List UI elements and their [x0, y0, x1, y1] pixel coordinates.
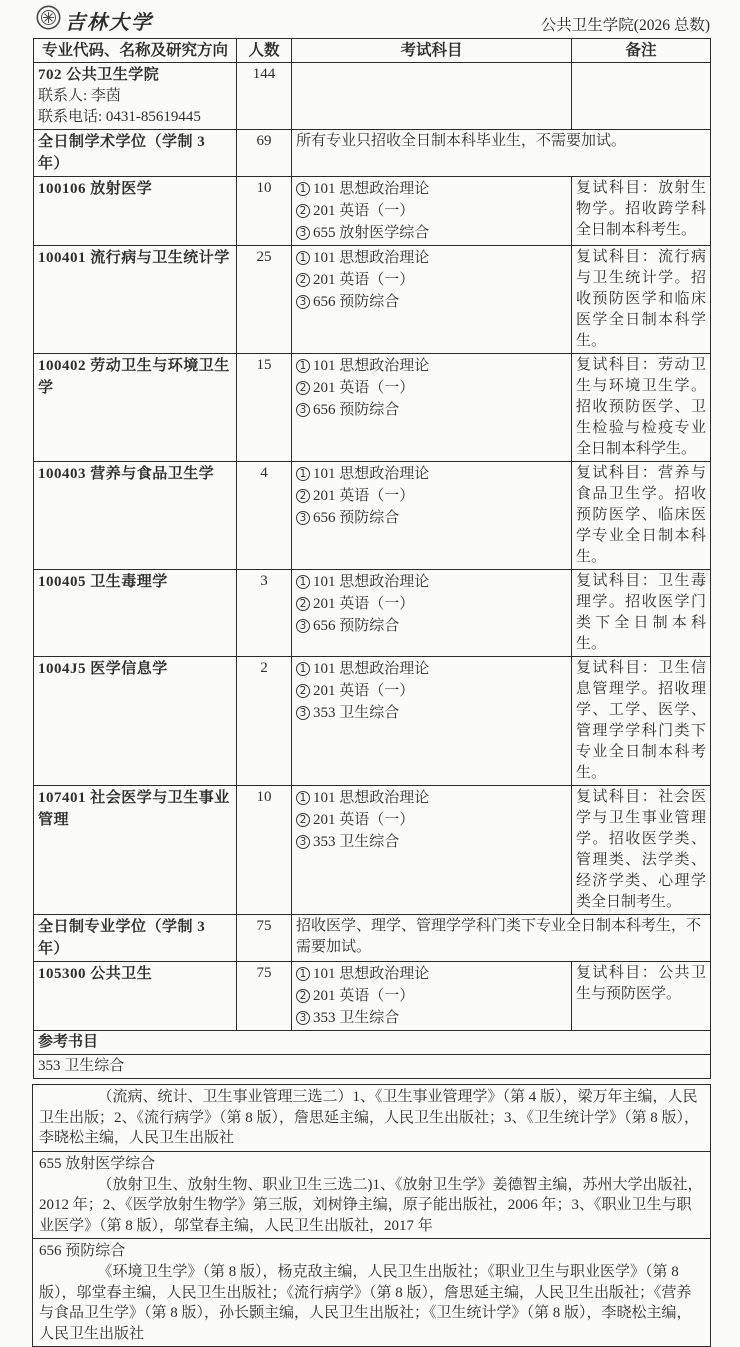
exam-subjects: [292, 786, 572, 915]
enrollment-count: 144: [237, 63, 292, 130]
major-cell: [34, 354, 237, 462]
remark: 复试科目：社会医学与卫生事业管理学。招收医学类、管理类、法学类、经济学类、心理学类全日制考生。: [572, 786, 711, 915]
major-cell: [34, 246, 237, 354]
column-header-remark: 备注: [572, 39, 711, 63]
table-row: [34, 915, 711, 962]
circled-number-icon: 2: [296, 813, 310, 827]
exam-subject: 3 656 预防综合: [296, 507, 567, 529]
enrollment-count: 25: [237, 246, 292, 354]
reference-section-655: [33, 1151, 710, 1239]
exam-subject: 1 101 思想政治理论: [296, 787, 567, 809]
remark: 复试科目：公共卫生与预防医学。: [572, 962, 711, 1031]
exam-subject: 1 101 思想政治理论: [296, 963, 567, 985]
table-row: [34, 462, 711, 570]
exam-subjects: [292, 570, 572, 657]
major-cell: [34, 570, 237, 657]
remark: 复试科目：卫生信息管理学。招收理学、工学、医学、管理学学科门类下专业全日制本科考生。: [572, 657, 711, 786]
column-header-subjects: 考试科目: [292, 39, 572, 63]
circled-number-icon: 2: [296, 684, 310, 698]
table-row: [34, 63, 711, 130]
table-row: [34, 786, 711, 915]
exam-subject: 1 101 思想政治理论: [296, 658, 567, 680]
exam-subject: 2 201 英语（一）: [296, 593, 567, 615]
table-row: [34, 1055, 711, 1079]
major-code-name: 1004J5 医学信息学: [38, 661, 168, 677]
circled-number-icon: 1: [296, 251, 310, 265]
exam-subject: 1 101 思想政治理论: [296, 571, 567, 593]
table-row: [34, 570, 711, 657]
contact-person: 联系人: 李茵: [38, 88, 121, 104]
circled-number-icon: 1: [296, 467, 310, 481]
exam-subject: 2 201 英语（一）: [296, 200, 567, 222]
exam-subjects: [292, 246, 572, 354]
circled-number-icon: 3: [296, 619, 310, 633]
reference-code-655: 655 放射医学综合: [39, 1155, 156, 1172]
table-row: [34, 246, 711, 354]
table-row: [34, 130, 711, 177]
university-name: 吉林大学: [65, 11, 153, 34]
remark: 复试科目：流行病与卫生统计学。招收预防医学和临床医学全日制本科学生。: [572, 246, 711, 354]
exam-subject: 3 656 预防综合: [296, 615, 567, 637]
exam-subjects: [292, 177, 572, 246]
major-code-name: 105300 公共卫生: [38, 966, 153, 982]
reference-books-353: （流病、统计、卫生事业管理三选二）1、《卫生事业管理学》（第 4 版），梁万年主编，人民卫生出版；2、《流行病学》（第 8 版），詹思延主编，人民卫生出版社；3、《卫生统计学》（第 8 版），李晓松主编，人民卫生出版社: [39, 1089, 700, 1146]
circled-number-icon: 3: [296, 295, 310, 309]
circled-number-icon: 3: [296, 706, 310, 720]
enrollment-count: 75: [237, 962, 292, 1031]
major-code-name: 100403 营养与食品卫生学: [38, 466, 215, 482]
column-header-count: 人数: [237, 39, 292, 63]
major-cell: [34, 462, 237, 570]
circled-number-icon: 1: [296, 791, 310, 805]
exam-subject: 1 101 思想政治理论: [296, 247, 567, 269]
exam-subject: 2 201 英语（一）: [296, 377, 567, 399]
enrollment-count: 75: [237, 915, 292, 962]
circled-number-icon: 2: [296, 597, 310, 611]
exam-subject: 1 101 思想政治理论: [296, 178, 567, 200]
degree-type-label: 全日制学术学位（学制 3 年）: [38, 134, 206, 172]
circled-number-icon: 1: [296, 662, 310, 676]
exam-subjects: [292, 657, 572, 786]
table-row: [34, 177, 711, 246]
remark: 复试科目：劳动卫生与环境卫生学。招收预防医学、卫生检验与检疫专业全日制本科学生。: [572, 354, 711, 462]
exam-subject: 2 201 英语（一）: [296, 269, 567, 291]
major-code-name: 100106 放射医学: [38, 181, 153, 197]
circled-number-icon: 3: [296, 403, 310, 417]
major-cell: [34, 962, 237, 1031]
circled-number-icon: 3: [296, 1011, 310, 1025]
circled-number-icon: 1: [296, 967, 310, 981]
table-header-row: [34, 39, 711, 63]
reference-code-353: 353 卫生综合: [34, 1055, 711, 1079]
exam-subject: 1 101 思想政治理论: [296, 463, 567, 485]
enrollment-count: 3: [237, 570, 292, 657]
college-code-name: 702 公共卫生学院: [38, 67, 160, 83]
major-cell: [34, 177, 237, 246]
remark: 复试科目：放射生物学。招收跨学科全日制本科考生。: [572, 177, 711, 246]
major-cell: [34, 657, 237, 786]
major-code-name: 100402 劳动卫生与环境卫生学: [38, 358, 230, 396]
table-row: [34, 354, 711, 462]
exam-subject: 3 656 预防综合: [296, 399, 567, 421]
circled-number-icon: 2: [296, 204, 310, 218]
references-title: 参考书目: [34, 1031, 711, 1055]
reference-section-353: [33, 1085, 710, 1151]
enrollment-count: 69: [237, 130, 292, 177]
contact-phone: 联系电话: 0431-85619445: [38, 109, 201, 125]
enrollment-count: 10: [237, 177, 292, 246]
reference-books-box: [32, 1084, 711, 1347]
major-code-name: 100401 流行病与卫生统计学: [38, 250, 230, 266]
exam-subject: 1 101 思想政治理论: [296, 355, 567, 377]
circled-number-icon: 2: [296, 489, 310, 503]
circled-number-icon: 2: [296, 989, 310, 1003]
exam-subjects-empty: [292, 63, 572, 130]
column-header-major: 专业代码、名称及研究方向: [34, 39, 237, 63]
enrollment-count: 10: [237, 786, 292, 915]
table-row: [34, 657, 711, 786]
exam-subject: 3 656 预防综合: [296, 291, 567, 313]
exam-subjects: [292, 354, 572, 462]
page-header: [0, 0, 740, 38]
exam-subject: 2 201 英语（一）: [296, 485, 567, 507]
reference-books-655: （放射卫生、放射生物、职业卫生三选二)1、《放射卫生学》姜德智主编，苏州大学出版社，2012 年；2、《医学放射生物学》第三版，刘树铮主编，原子能出版社，2006 年；3、《职业卫生与职业医学》（第 8 版），邬堂春主编，人民卫生出版社，2017 年: [39, 1176, 703, 1234]
degree-note: 所有专业只招收全日制本科毕业生，不需要加试。: [292, 130, 711, 177]
table-row: [34, 1031, 711, 1055]
circled-number-icon: 1: [296, 575, 310, 589]
enrollment-count: 15: [237, 354, 292, 462]
circled-number-icon: 1: [296, 359, 310, 373]
major-cell: [34, 786, 237, 915]
reference-section-656: [33, 1238, 710, 1346]
university-seal-icon: [36, 5, 61, 35]
exam-subject: 2 201 英语（一）: [296, 985, 567, 1007]
page-title: 公共卫生学院(2026 总数): [540, 17, 710, 34]
circled-number-icon: 2: [296, 381, 310, 395]
exam-subjects: [292, 462, 572, 570]
remark: 复试科目：营养与食品卫生学。招收预防医学、临床医学专业全日制本科生。: [572, 462, 711, 570]
exam-subject: 3 353 卫生综合: [296, 831, 567, 853]
reference-books-656: 《环境卫生学》（第 8 版），杨克敌主编，人民卫生出版社；《职业卫生与职业医学》（第 8 版），邬堂春主编，人民卫生出版社；《流行病学》（第 8 版），詹思延主编，人民卫生出版社；《营养与食品卫生学》（第 8 版），孙长颢主编，人民卫生出版社；《卫生统计学》（第 8 版），李晓松主编，人民卫生出版社: [39, 1264, 692, 1342]
degree-type-label: 全日制专业学位（学制 3 年）: [38, 919, 206, 957]
major-code-name: 100405 卫生毒理学: [38, 574, 168, 590]
circled-number-icon: 3: [296, 835, 310, 849]
enrollment-count: 2: [237, 657, 292, 786]
reference-code-656: 656 预防综合: [39, 1243, 126, 1259]
circled-number-icon: 2: [296, 273, 310, 287]
remark: 复试科目：卫生毒理学。招收医学门类下全日制本科生。: [572, 570, 711, 657]
exam-subject: 3 353 卫生综合: [296, 1007, 567, 1029]
circled-number-icon: 3: [296, 511, 310, 525]
exam-subjects: [292, 962, 572, 1031]
college-cell: [34, 63, 237, 130]
exam-subject: 3 655 放射医学综合: [296, 222, 567, 244]
table-row: [34, 962, 711, 1031]
enrollment-count: 4: [237, 462, 292, 570]
degree-type-cell: [34, 915, 237, 962]
exam-subject: 3 353 卫生综合: [296, 702, 567, 724]
circled-number-icon: 3: [296, 226, 310, 240]
exam-subject: 2 201 英语（一）: [296, 680, 567, 702]
degree-type-cell: [34, 130, 237, 177]
major-code-name: 107401 社会医学与卫生事业管理: [38, 790, 230, 828]
remark-empty: [572, 63, 711, 130]
exam-subject: 2 201 英语（一）: [296, 809, 567, 831]
admissions-table: [33, 38, 711, 1079]
degree-note: 招收医学、理学、管理学学科门类下专业全日制本科考生，不需要加试。: [292, 915, 711, 962]
circled-number-icon: 1: [296, 182, 310, 196]
university-logo: [36, 5, 153, 35]
